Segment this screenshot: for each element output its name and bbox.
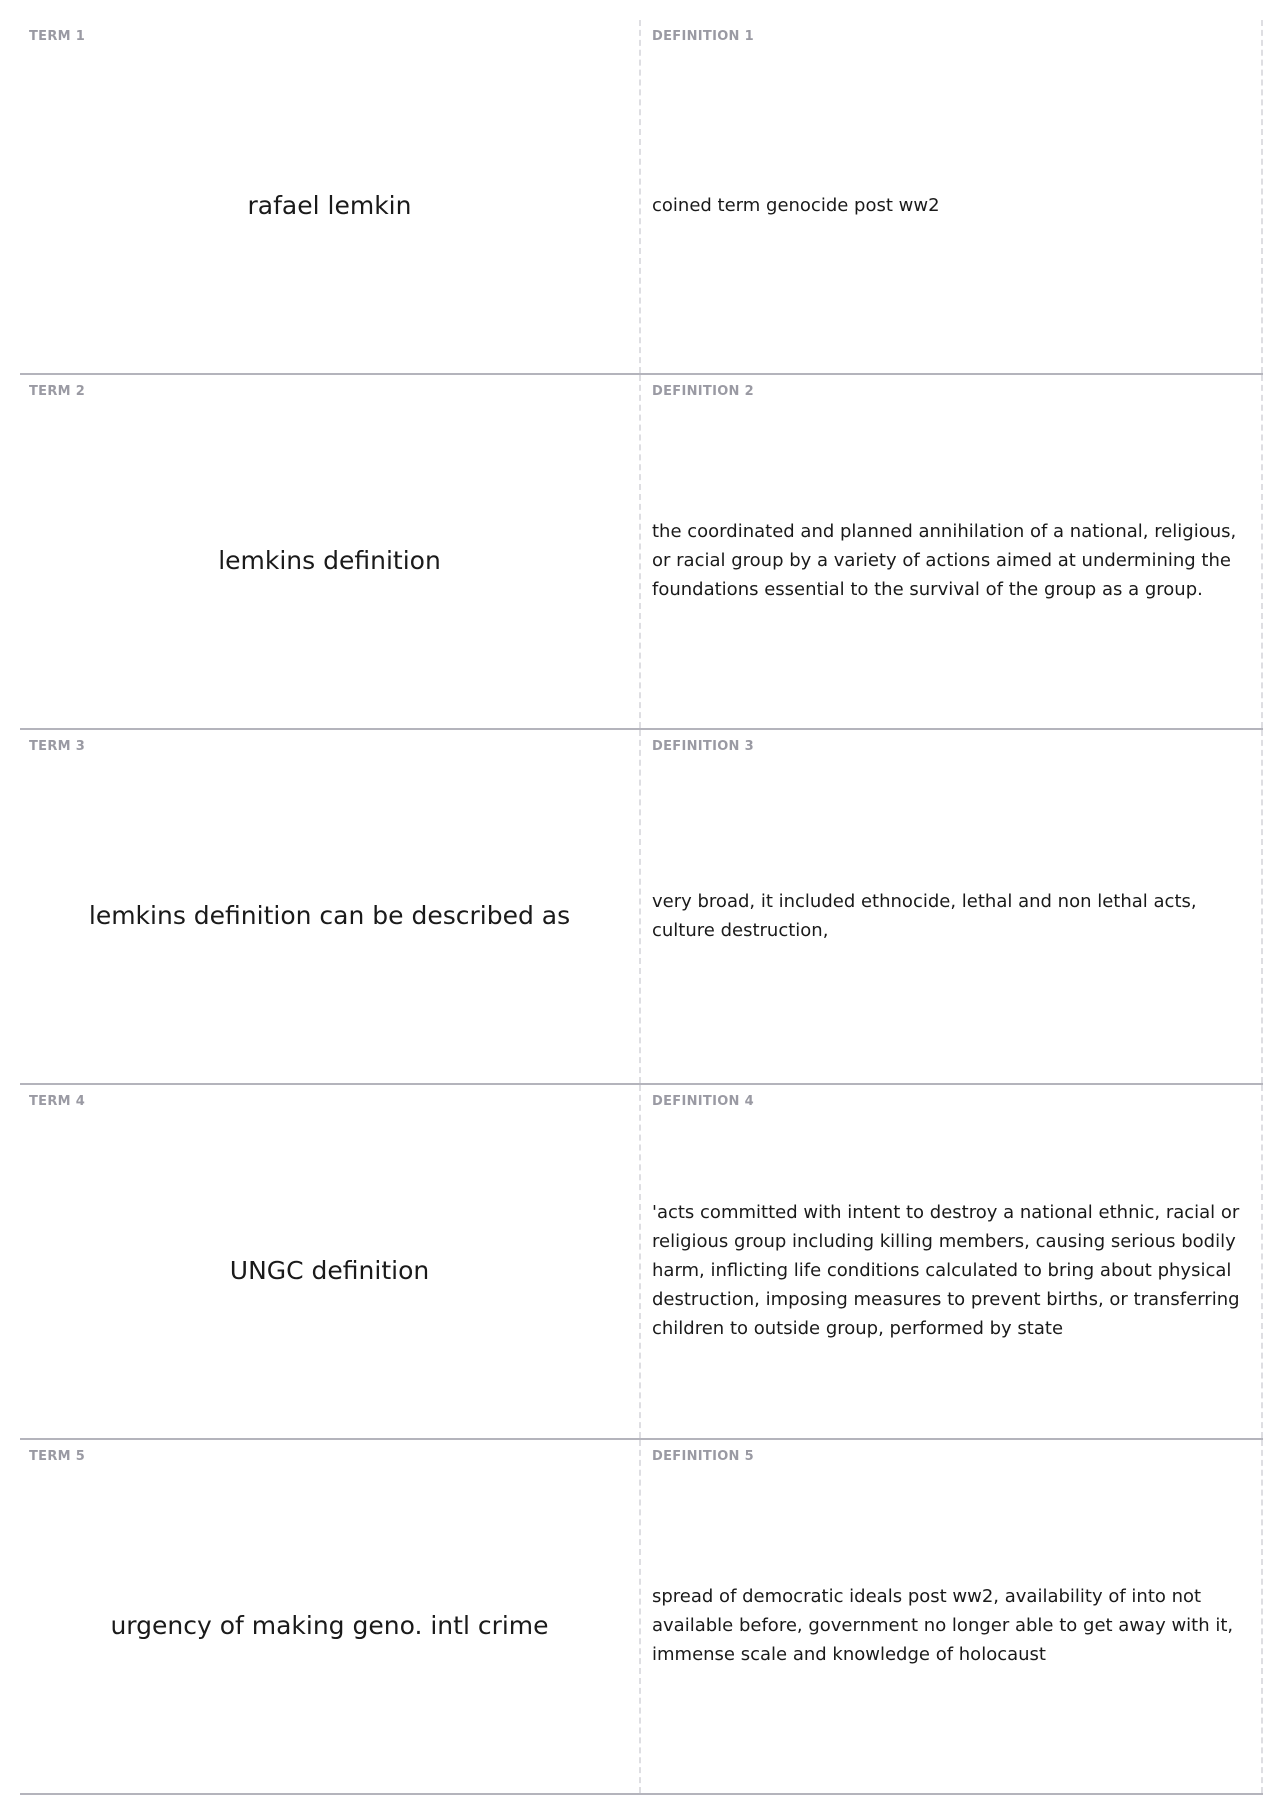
definition-label: DEFINITION 1 [652, 29, 754, 44]
term-cell [20, 375, 641, 728]
definition-text: spread of democratic ideals post ww2, availability of into not available before, government no longer able to get away with it, immense scale and knowledge of holocaust [652, 1586, 1234, 1665]
definition-cell [641, 1085, 1263, 1438]
definition-text: coined term genocide post ww2 [652, 195, 940, 216]
term-label: TERM 5 [29, 1449, 86, 1464]
term-label: TERM 2 [29, 384, 86, 399]
term-text: UNGC definition [229, 1256, 430, 1285]
term-label: TERM 1 [29, 29, 86, 44]
definition-cell [641, 1440, 1263, 1793]
term-text: lemkins definition can be described as [88, 901, 571, 930]
card-row [20, 1440, 1263, 1795]
term-text: urgency of making geno. intl crime [110, 1611, 549, 1640]
term-cell [20, 1085, 641, 1438]
definition-label: DEFINITION 5 [652, 1449, 754, 1464]
term-label: TERM 4 [29, 1094, 86, 1109]
definition-text: very broad, it included ethnocide, lethal and non lethal acts, culture destruction, [652, 890, 1197, 941]
definition-cell [641, 20, 1263, 373]
term-text: rafael lemkin [247, 191, 412, 220]
card-row [20, 375, 1263, 730]
card-row [20, 1085, 1263, 1440]
term-label: TERM 3 [29, 739, 86, 754]
definition-label: DEFINITION 2 [652, 384, 754, 399]
definition-label: DEFINITION 3 [652, 739, 754, 754]
term-text: lemkins definition [218, 546, 441, 575]
definition-text: 'acts committed with intent to destroy a national ethnic, racial or religious group including killing members, causing serious bodily harm, inflicting life conditions calculated to bring about physical destruction, imposing measures to prevent births, or transferring children to outside group, performed by state [652, 1202, 1240, 1339]
flashcard-sheet [20, 20, 1263, 1795]
term-cell [20, 20, 641, 373]
definition-cell [641, 375, 1263, 728]
definition-label: DEFINITION 4 [652, 1094, 754, 1109]
term-cell [20, 730, 641, 1083]
term-cell [20, 1440, 641, 1793]
definition-cell [641, 730, 1263, 1083]
card-row [20, 730, 1263, 1085]
card-row [20, 20, 1263, 375]
definition-text: the coordinated and planned annihilation of a national, religious, or racial group by a variety of actions aimed at undermining the foundations essential to the survival of the group as a group. [652, 521, 1237, 600]
